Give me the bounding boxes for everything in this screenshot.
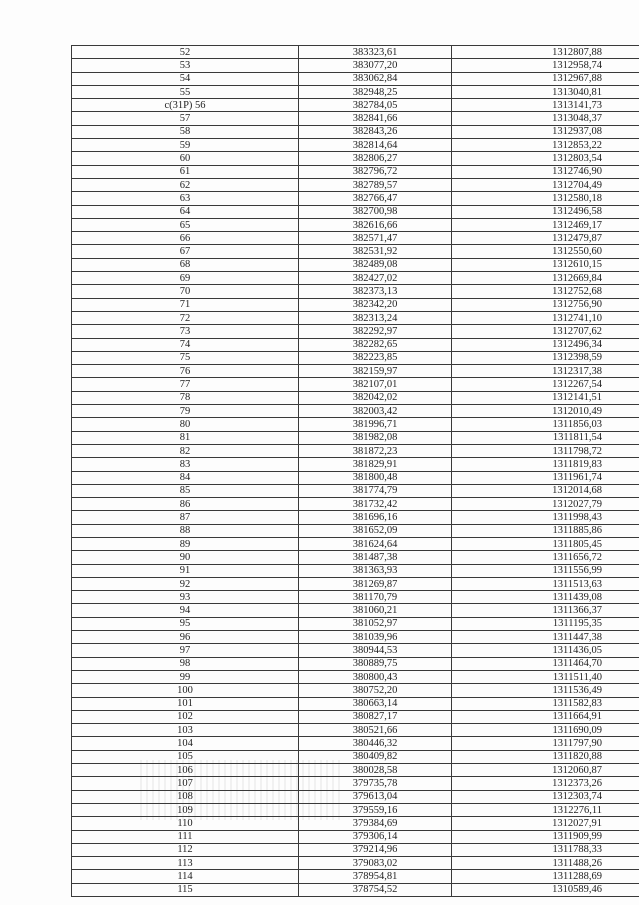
y-coordinate-cell: 1312967,88 [452, 72, 639, 85]
table-row [72, 205, 639, 218]
x-coordinate-cell: 381696,16 [299, 511, 452, 524]
y-coordinate-cell: 1312479,87 [452, 232, 639, 245]
x-coordinate-cell: 379214,96 [299, 843, 452, 856]
y-coordinate-cell: 1312267,54 [452, 378, 639, 391]
y-coordinate-cell: 1312317,38 [452, 365, 639, 378]
y-coordinate-cell: 1312276,11 [452, 803, 639, 816]
table-row [72, 405, 639, 418]
table-row [72, 564, 639, 577]
x-coordinate-cell: 381982,08 [299, 431, 452, 444]
table-row [72, 830, 639, 843]
table-row [72, 431, 639, 444]
y-coordinate-cell: 1311195,35 [452, 617, 639, 630]
table-row [72, 458, 639, 471]
y-coordinate-cell: 1312496,34 [452, 338, 639, 351]
point-number-cell: 112 [72, 843, 299, 856]
x-coordinate-cell: 382766,47 [299, 192, 452, 205]
table-row [72, 325, 639, 338]
x-coordinate-cell: 381829,91 [299, 458, 452, 471]
table-row [72, 764, 639, 777]
y-coordinate-cell: 1312853,22 [452, 139, 639, 152]
x-coordinate-cell: 382313,24 [299, 311, 452, 324]
y-coordinate-cell: 1313048,37 [452, 112, 639, 125]
y-coordinate-cell: 1312741,10 [452, 311, 639, 324]
point-number-cell: 93 [72, 591, 299, 604]
y-coordinate-cell: 1311664,91 [452, 710, 639, 723]
y-coordinate-cell: 1312398,59 [452, 351, 639, 364]
table-row [72, 165, 639, 178]
table-row [72, 112, 639, 125]
point-number-cell: 52 [72, 46, 299, 59]
x-coordinate-cell: 381039,96 [299, 631, 452, 644]
table-row [72, 484, 639, 497]
point-number-cell: 55 [72, 85, 299, 98]
table-row [72, 192, 639, 205]
point-number-cell: 107 [72, 777, 299, 790]
y-coordinate-cell: 1311690,09 [452, 724, 639, 737]
x-coordinate-cell: 381872,23 [299, 444, 452, 457]
point-number-cell: 78 [72, 391, 299, 404]
point-number-cell: 85 [72, 484, 299, 497]
x-coordinate-cell: 382814,64 [299, 139, 452, 152]
point-number-cell: 63 [72, 192, 299, 205]
y-coordinate-cell: 1312704,49 [452, 178, 639, 191]
table-row [72, 125, 639, 138]
y-coordinate-cell: 1312746,90 [452, 165, 639, 178]
table-row [72, 365, 639, 378]
x-coordinate-cell: 383077,20 [299, 59, 452, 72]
y-coordinate-cell: 1312958,74 [452, 59, 639, 72]
table-row [72, 777, 639, 790]
point-number-cell: c(31P) 56 [72, 99, 299, 112]
x-coordinate-cell: 380446,32 [299, 737, 452, 750]
y-coordinate-cell: 1311556,99 [452, 564, 639, 577]
coordinates-table-body [72, 46, 639, 897]
x-coordinate-cell: 382948,25 [299, 85, 452, 98]
point-number-cell: 106 [72, 764, 299, 777]
x-coordinate-cell: 380889,75 [299, 657, 452, 670]
table-row [72, 391, 639, 404]
point-number-cell: 90 [72, 551, 299, 564]
table-row [72, 591, 639, 604]
point-number-cell: 99 [72, 670, 299, 683]
x-coordinate-cell: 382342,20 [299, 298, 452, 311]
table-row [72, 843, 639, 856]
y-coordinate-cell: 1312669,84 [452, 272, 639, 285]
x-coordinate-cell: 381996,71 [299, 418, 452, 431]
y-coordinate-cell: 1311288,69 [452, 870, 639, 883]
table-row [72, 737, 639, 750]
point-number-cell: 108 [72, 790, 299, 803]
point-number-cell: 103 [72, 724, 299, 737]
y-coordinate-cell: 1311536,49 [452, 684, 639, 697]
point-number-cell: 73 [72, 325, 299, 338]
y-coordinate-cell: 1312496,58 [452, 205, 639, 218]
y-coordinate-cell: 1312027,79 [452, 498, 639, 511]
point-number-cell: 75 [72, 351, 299, 364]
table-row [72, 870, 639, 883]
table-row [72, 444, 639, 457]
table-row [72, 803, 639, 816]
point-number-cell: 88 [72, 524, 299, 537]
y-coordinate-cell: 1311856,03 [452, 418, 639, 431]
table-row [72, 790, 639, 803]
x-coordinate-cell: 382159,97 [299, 365, 452, 378]
x-coordinate-cell: 379384,69 [299, 817, 452, 830]
point-number-cell: 57 [72, 112, 299, 125]
point-number-cell: 61 [72, 165, 299, 178]
x-coordinate-cell: 382571,47 [299, 232, 452, 245]
x-coordinate-cell: 382841,66 [299, 112, 452, 125]
table-row [72, 724, 639, 737]
point-number-cell: 67 [72, 245, 299, 258]
x-coordinate-cell: 382843,26 [299, 125, 452, 138]
y-coordinate-cell: 1310589,46 [452, 883, 639, 896]
point-number-cell: 115 [72, 883, 299, 896]
x-coordinate-cell: 380409,82 [299, 750, 452, 763]
table-row [72, 72, 639, 85]
point-number-cell: 71 [72, 298, 299, 311]
x-coordinate-cell: 380028,58 [299, 764, 452, 777]
point-number-cell: 83 [72, 458, 299, 471]
point-number-cell: 96 [72, 631, 299, 644]
x-coordinate-cell: 378954,81 [299, 870, 452, 883]
y-coordinate-cell: 1312707,62 [452, 325, 639, 338]
x-coordinate-cell: 381487,38 [299, 551, 452, 564]
point-number-cell: 79 [72, 405, 299, 418]
point-number-cell: 74 [72, 338, 299, 351]
point-number-cell: 95 [72, 617, 299, 630]
y-coordinate-cell: 1311366,37 [452, 604, 639, 617]
point-number-cell: 89 [72, 537, 299, 550]
y-coordinate-cell: 1312141,51 [452, 391, 639, 404]
y-coordinate-cell: 1312752,68 [452, 285, 639, 298]
x-coordinate-cell: 382107,01 [299, 378, 452, 391]
table-row [72, 285, 639, 298]
x-coordinate-cell: 382042,02 [299, 391, 452, 404]
x-coordinate-cell: 379613,04 [299, 790, 452, 803]
table-row [72, 670, 639, 683]
y-coordinate-cell: 1311656,72 [452, 551, 639, 564]
y-coordinate-cell: 1312010,49 [452, 405, 639, 418]
x-coordinate-cell: 380663,14 [299, 697, 452, 710]
x-coordinate-cell: 382292,97 [299, 325, 452, 338]
point-number-cell: 64 [72, 205, 299, 218]
y-coordinate-cell: 1311511,40 [452, 670, 639, 683]
x-coordinate-cell: 378754,52 [299, 883, 452, 896]
point-number-cell: 65 [72, 218, 299, 231]
y-coordinate-cell: 1312014,68 [452, 484, 639, 497]
x-coordinate-cell: 379559,16 [299, 803, 452, 816]
coordinates-table [71, 45, 639, 897]
y-coordinate-cell: 1311464,70 [452, 657, 639, 670]
point-number-cell: 97 [72, 644, 299, 657]
x-coordinate-cell: 382373,13 [299, 285, 452, 298]
table-row [72, 152, 639, 165]
table-row [72, 511, 639, 524]
y-coordinate-cell: 1313141,73 [452, 99, 639, 112]
point-number-cell: 92 [72, 577, 299, 590]
table-row [72, 232, 639, 245]
point-number-cell: 84 [72, 471, 299, 484]
table-row [72, 524, 639, 537]
y-coordinate-cell: 1312937,08 [452, 125, 639, 138]
table-row [72, 657, 639, 670]
x-coordinate-cell: 382796,72 [299, 165, 452, 178]
x-coordinate-cell: 380800,43 [299, 670, 452, 683]
table-row [72, 883, 639, 896]
x-coordinate-cell: 380752,20 [299, 684, 452, 697]
point-number-cell: 111 [72, 830, 299, 843]
y-coordinate-cell: 1313040,81 [452, 85, 639, 98]
y-coordinate-cell: 1311819,83 [452, 458, 639, 471]
x-coordinate-cell: 382789,57 [299, 178, 452, 191]
point-number-cell: 110 [72, 817, 299, 830]
y-coordinate-cell: 1312373,26 [452, 777, 639, 790]
table-row [72, 551, 639, 564]
y-coordinate-cell: 1311909,99 [452, 830, 639, 843]
table-row [72, 338, 639, 351]
point-number-cell: 53 [72, 59, 299, 72]
x-coordinate-cell: 382282,65 [299, 338, 452, 351]
table-row [72, 178, 639, 191]
x-coordinate-cell: 382806,27 [299, 152, 452, 165]
y-coordinate-cell: 1311961,74 [452, 471, 639, 484]
table-row [72, 617, 639, 630]
table-row [72, 684, 639, 697]
x-coordinate-cell: 382427,02 [299, 272, 452, 285]
point-number-cell: 80 [72, 418, 299, 431]
y-coordinate-cell: 1311436,05 [452, 644, 639, 657]
table-row [72, 298, 639, 311]
point-number-cell: 60 [72, 152, 299, 165]
point-number-cell: 68 [72, 258, 299, 271]
y-coordinate-cell: 1311439,08 [452, 591, 639, 604]
y-coordinate-cell: 1312060,87 [452, 764, 639, 777]
x-coordinate-cell: 382700,98 [299, 205, 452, 218]
x-coordinate-cell: 381774,79 [299, 484, 452, 497]
table-row [72, 139, 639, 152]
table-row [72, 471, 639, 484]
point-number-cell: 59 [72, 139, 299, 152]
point-number-cell: 82 [72, 444, 299, 457]
table-row [72, 245, 639, 258]
point-number-cell: 91 [72, 564, 299, 577]
point-number-cell: 98 [72, 657, 299, 670]
x-coordinate-cell: 381624,64 [299, 537, 452, 550]
y-coordinate-cell: 1312580,18 [452, 192, 639, 205]
point-number-cell: 94 [72, 604, 299, 617]
table-row [72, 697, 639, 710]
y-coordinate-cell: 1311582,83 [452, 697, 639, 710]
x-coordinate-cell: 383323,61 [299, 46, 452, 59]
table-row [72, 378, 639, 391]
y-coordinate-cell: 1312803,54 [452, 152, 639, 165]
point-number-cell: 86 [72, 498, 299, 511]
y-coordinate-cell: 1311811,54 [452, 431, 639, 444]
point-number-cell: 77 [72, 378, 299, 391]
table-row [72, 272, 639, 285]
y-coordinate-cell: 1312756,90 [452, 298, 639, 311]
table-row [72, 644, 639, 657]
y-coordinate-cell: 1312807,88 [452, 46, 639, 59]
table-row [72, 537, 639, 550]
y-coordinate-cell: 1311797,90 [452, 737, 639, 750]
y-coordinate-cell: 1312027,91 [452, 817, 639, 830]
table-row [72, 817, 639, 830]
table-row [72, 498, 639, 511]
point-number-cell: 58 [72, 125, 299, 138]
x-coordinate-cell: 381800,48 [299, 471, 452, 484]
x-coordinate-cell: 382223,85 [299, 351, 452, 364]
x-coordinate-cell: 380944,53 [299, 644, 452, 657]
y-coordinate-cell: 1311788,33 [452, 843, 639, 856]
y-coordinate-cell: 1311488,26 [452, 857, 639, 870]
y-coordinate-cell: 1312550,60 [452, 245, 639, 258]
x-coordinate-cell: 383062,84 [299, 72, 452, 85]
x-coordinate-cell: 380827,17 [299, 710, 452, 723]
x-coordinate-cell: 379306,14 [299, 830, 452, 843]
point-number-cell: 113 [72, 857, 299, 870]
point-number-cell: 100 [72, 684, 299, 697]
table-row [72, 577, 639, 590]
table-row [72, 218, 639, 231]
table-row [72, 59, 639, 72]
x-coordinate-cell: 379083,02 [299, 857, 452, 870]
x-coordinate-cell: 381052,97 [299, 617, 452, 630]
point-number-cell: 87 [72, 511, 299, 524]
table-row [72, 46, 639, 59]
y-coordinate-cell: 1311447,38 [452, 631, 639, 644]
point-number-cell: 76 [72, 365, 299, 378]
y-coordinate-cell: 1312610,15 [452, 258, 639, 271]
table-row [72, 311, 639, 324]
table-row [72, 258, 639, 271]
point-number-cell: 109 [72, 803, 299, 816]
y-coordinate-cell: 1311798,72 [452, 444, 639, 457]
y-coordinate-cell: 1311513,63 [452, 577, 639, 590]
table-row [72, 710, 639, 723]
table-row [72, 631, 639, 644]
x-coordinate-cell: 381170,79 [299, 591, 452, 604]
x-coordinate-cell: 381363,93 [299, 564, 452, 577]
x-coordinate-cell: 379735,78 [299, 777, 452, 790]
x-coordinate-cell: 381060,21 [299, 604, 452, 617]
table-row [72, 857, 639, 870]
point-number-cell: 69 [72, 272, 299, 285]
x-coordinate-cell: 381652,09 [299, 524, 452, 537]
point-number-cell: 102 [72, 710, 299, 723]
table-row [72, 99, 639, 112]
x-coordinate-cell: 382616,66 [299, 218, 452, 231]
table-row [72, 85, 639, 98]
point-number-cell: 101 [72, 697, 299, 710]
point-number-cell: 62 [72, 178, 299, 191]
table-row [72, 351, 639, 364]
point-number-cell: 72 [72, 311, 299, 324]
point-number-cell: 81 [72, 431, 299, 444]
point-number-cell: 104 [72, 737, 299, 750]
x-coordinate-cell: 380521,66 [299, 724, 452, 737]
y-coordinate-cell: 1311805,45 [452, 537, 639, 550]
point-number-cell: 54 [72, 72, 299, 85]
y-coordinate-cell: 1311885,86 [452, 524, 639, 537]
x-coordinate-cell: 381732,42 [299, 498, 452, 511]
x-coordinate-cell: 382784,05 [299, 99, 452, 112]
y-coordinate-cell: 1311820,88 [452, 750, 639, 763]
point-number-cell: 66 [72, 232, 299, 245]
x-coordinate-cell: 382531,92 [299, 245, 452, 258]
table-row [72, 418, 639, 431]
x-coordinate-cell: 382003,42 [299, 405, 452, 418]
x-coordinate-cell: 382489,08 [299, 258, 452, 271]
y-coordinate-cell: 1312303,74 [452, 790, 639, 803]
x-coordinate-cell: 381269,87 [299, 577, 452, 590]
point-number-cell: 105 [72, 750, 299, 763]
y-coordinate-cell: 1312469,17 [452, 218, 639, 231]
table-row [72, 604, 639, 617]
y-coordinate-cell: 1311998,43 [452, 511, 639, 524]
table-row [72, 750, 639, 763]
point-number-cell: 70 [72, 285, 299, 298]
point-number-cell: 114 [72, 870, 299, 883]
